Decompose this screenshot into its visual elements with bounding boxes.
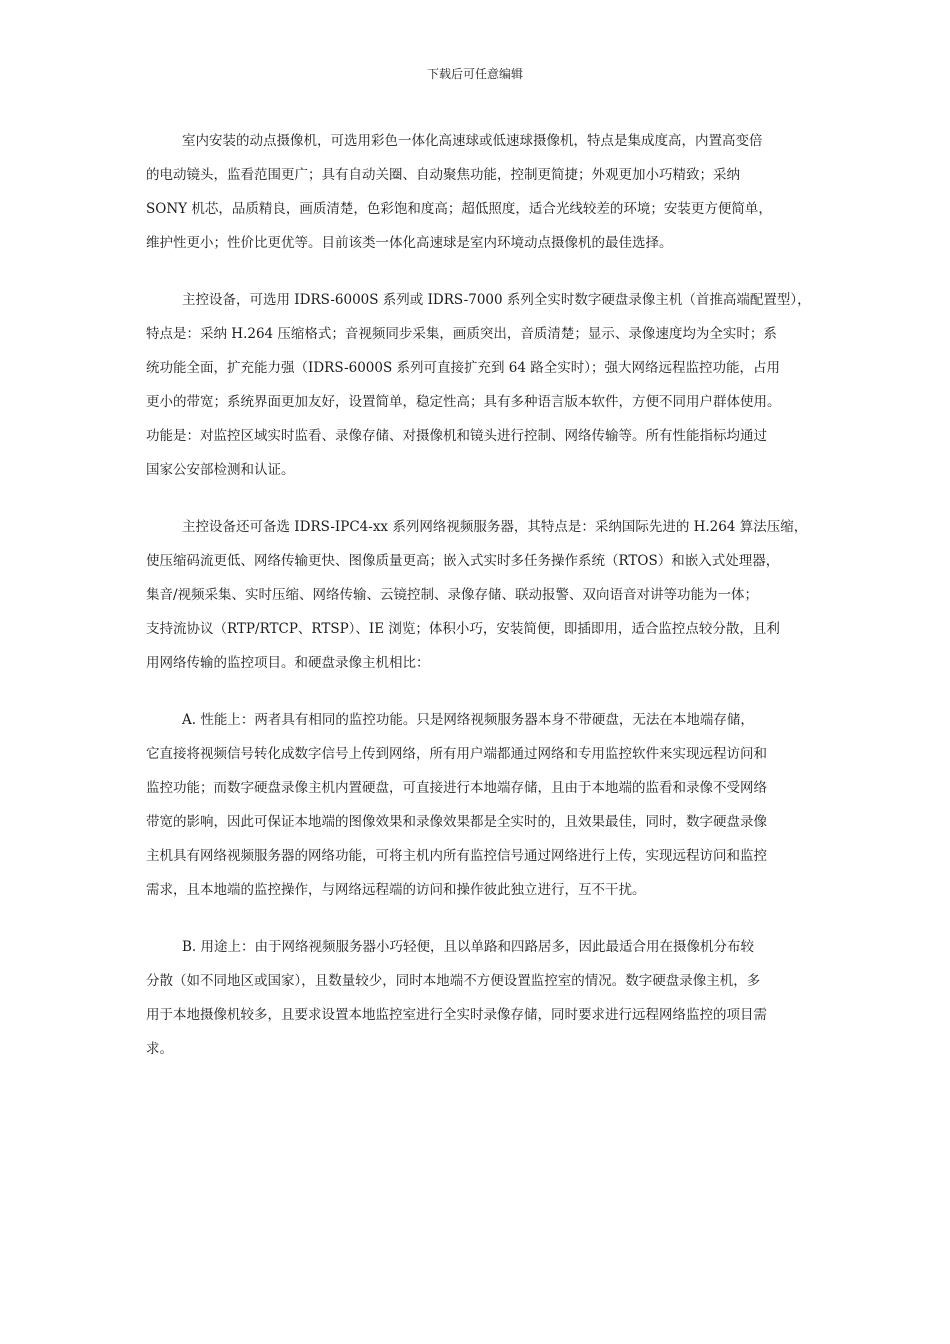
text-line: 国家公安部检测和认证。 [146,462,295,478]
paragraph-usage [0,930,950,1066]
text-line: 用网络传输的监控项目。和硬盘录像主机相比： [146,655,430,671]
text-line: A. 性能上：两者具有相同的监控功能。只是网络视频服务器本身不带硬盘，无法在本地端存储， [182,712,754,728]
text-line: 室内安装的动点摄像机，可选用彩色一体化高速球或低速球摄像机，特点是集成度高，内置高变倍 [182,133,763,149]
text-line: 支持流协议（RTP/RTCP、RTSP）、IE 浏览；体积小巧，安装简便，即插即用，适合监控点较分散，且利 [146,621,780,637]
text-line: 维护性更小；性价比更优等。目前该类一体化高速球是室内环境动点摄像机的最佳选择。 [146,235,673,251]
text-line: SONY 机芯，品质精良，画质清楚，色彩饱和度高；超低照度，适合光线较差的环境；安装更方便简单， [146,201,772,217]
paragraph-network-server [0,510,950,680]
text-line: 更小的带宽；系统界面更加友好，设置简单，稳定性高；具有多种语言版本软件，方便不同用户群体使用。 [146,394,781,410]
text-line: 主控设备，可选用 IDRS-6000S 系列或 IDRS-7000 系列全实时数字硬盘录像主机（首推高端配置型）， [182,292,811,308]
text-line: B. 用途上：由于网络视频服务器小巧轻便，且以单路和四路居多，因此最适合用在摄像机分布较 [182,939,755,955]
text-line: 特点是：采纳 H.264 压缩格式；音视频同步采集，画质突出，音质清楚；显示、录像速度均为全实时；系 [146,326,777,342]
text-line: 主机具有网络视频服务器的网络功能，可将主机内所有监控信号通过网络进行上传，实现远程访问和监控 [146,848,767,864]
text-line: 带宽的影响，因此可保证本地端的图像效果和录像效果都是全实时的，且效果最佳，同时，数字硬盘录像 [146,814,767,830]
text-line: 使压缩码流更低、网络传输更快、图像质量更高；嵌入式实时多任务操作系统（RTOS）和嵌入式处理器， [146,553,780,569]
paragraph-main-control [0,283,950,487]
text-line: 分散（如不同地区或国家），且数量较少，同时本地端不方便设置监控室的情况。数字硬盘录像主机，多 [146,973,761,989]
text-line: 需求，且本地端的监控操作，与网络远程端的访问和操作彼此独立进行，互不干扰。 [146,882,646,898]
text-line: 监控功能；而数字硬盘录像主机内置硬盘，可直接进行本地端存储，且由于本地端的监看和录像不受网络 [146,780,767,796]
text-line: 用于本地摄像机较多，且要求设置本地监控室进行全实时录像存储，同时要求进行远程网络监控的项目需 [146,1007,767,1023]
text-line: 统功能全面，扩充能力强（IDRS-6000S 系列可直接扩充到 64 路全实时）；强大网络远程监控功能，占用 [146,360,781,376]
page-header: 下载后可任意编辑 [426,67,523,81]
text-line: 求。 [146,1041,173,1057]
text-line: 的电动镜头，监看范围更广；具有自动关圈、自动聚焦功能，控制更简捷；外观更加小巧精致；采纳 [146,167,740,183]
paragraph-indoor-camera [0,124,950,260]
text-line: 功能是：对监控区域实时监看、录像存储、对摄像机和镜头进行控制、网络传输等。所有性能指标均通过 [146,428,767,444]
document-body [0,124,950,1089]
text-line: 主控设备还可备选 IDRS-IPC4-xx 系列网络视频服务器，其特点是：采纳国际先进的 H.264 算法压缩， [182,519,808,535]
text-line: 集音/视频采集、实时压缩、网络传输、云镜控制、录像存储、联动报警、双向语音对讲等功能为一体； [146,587,759,603]
paragraph-performance [0,703,950,907]
text-line: 它直接将视频信号转化成数字信号上传到网络，所有用户端都通过网络和专用监控软件来实现远程访问和 [146,746,767,762]
